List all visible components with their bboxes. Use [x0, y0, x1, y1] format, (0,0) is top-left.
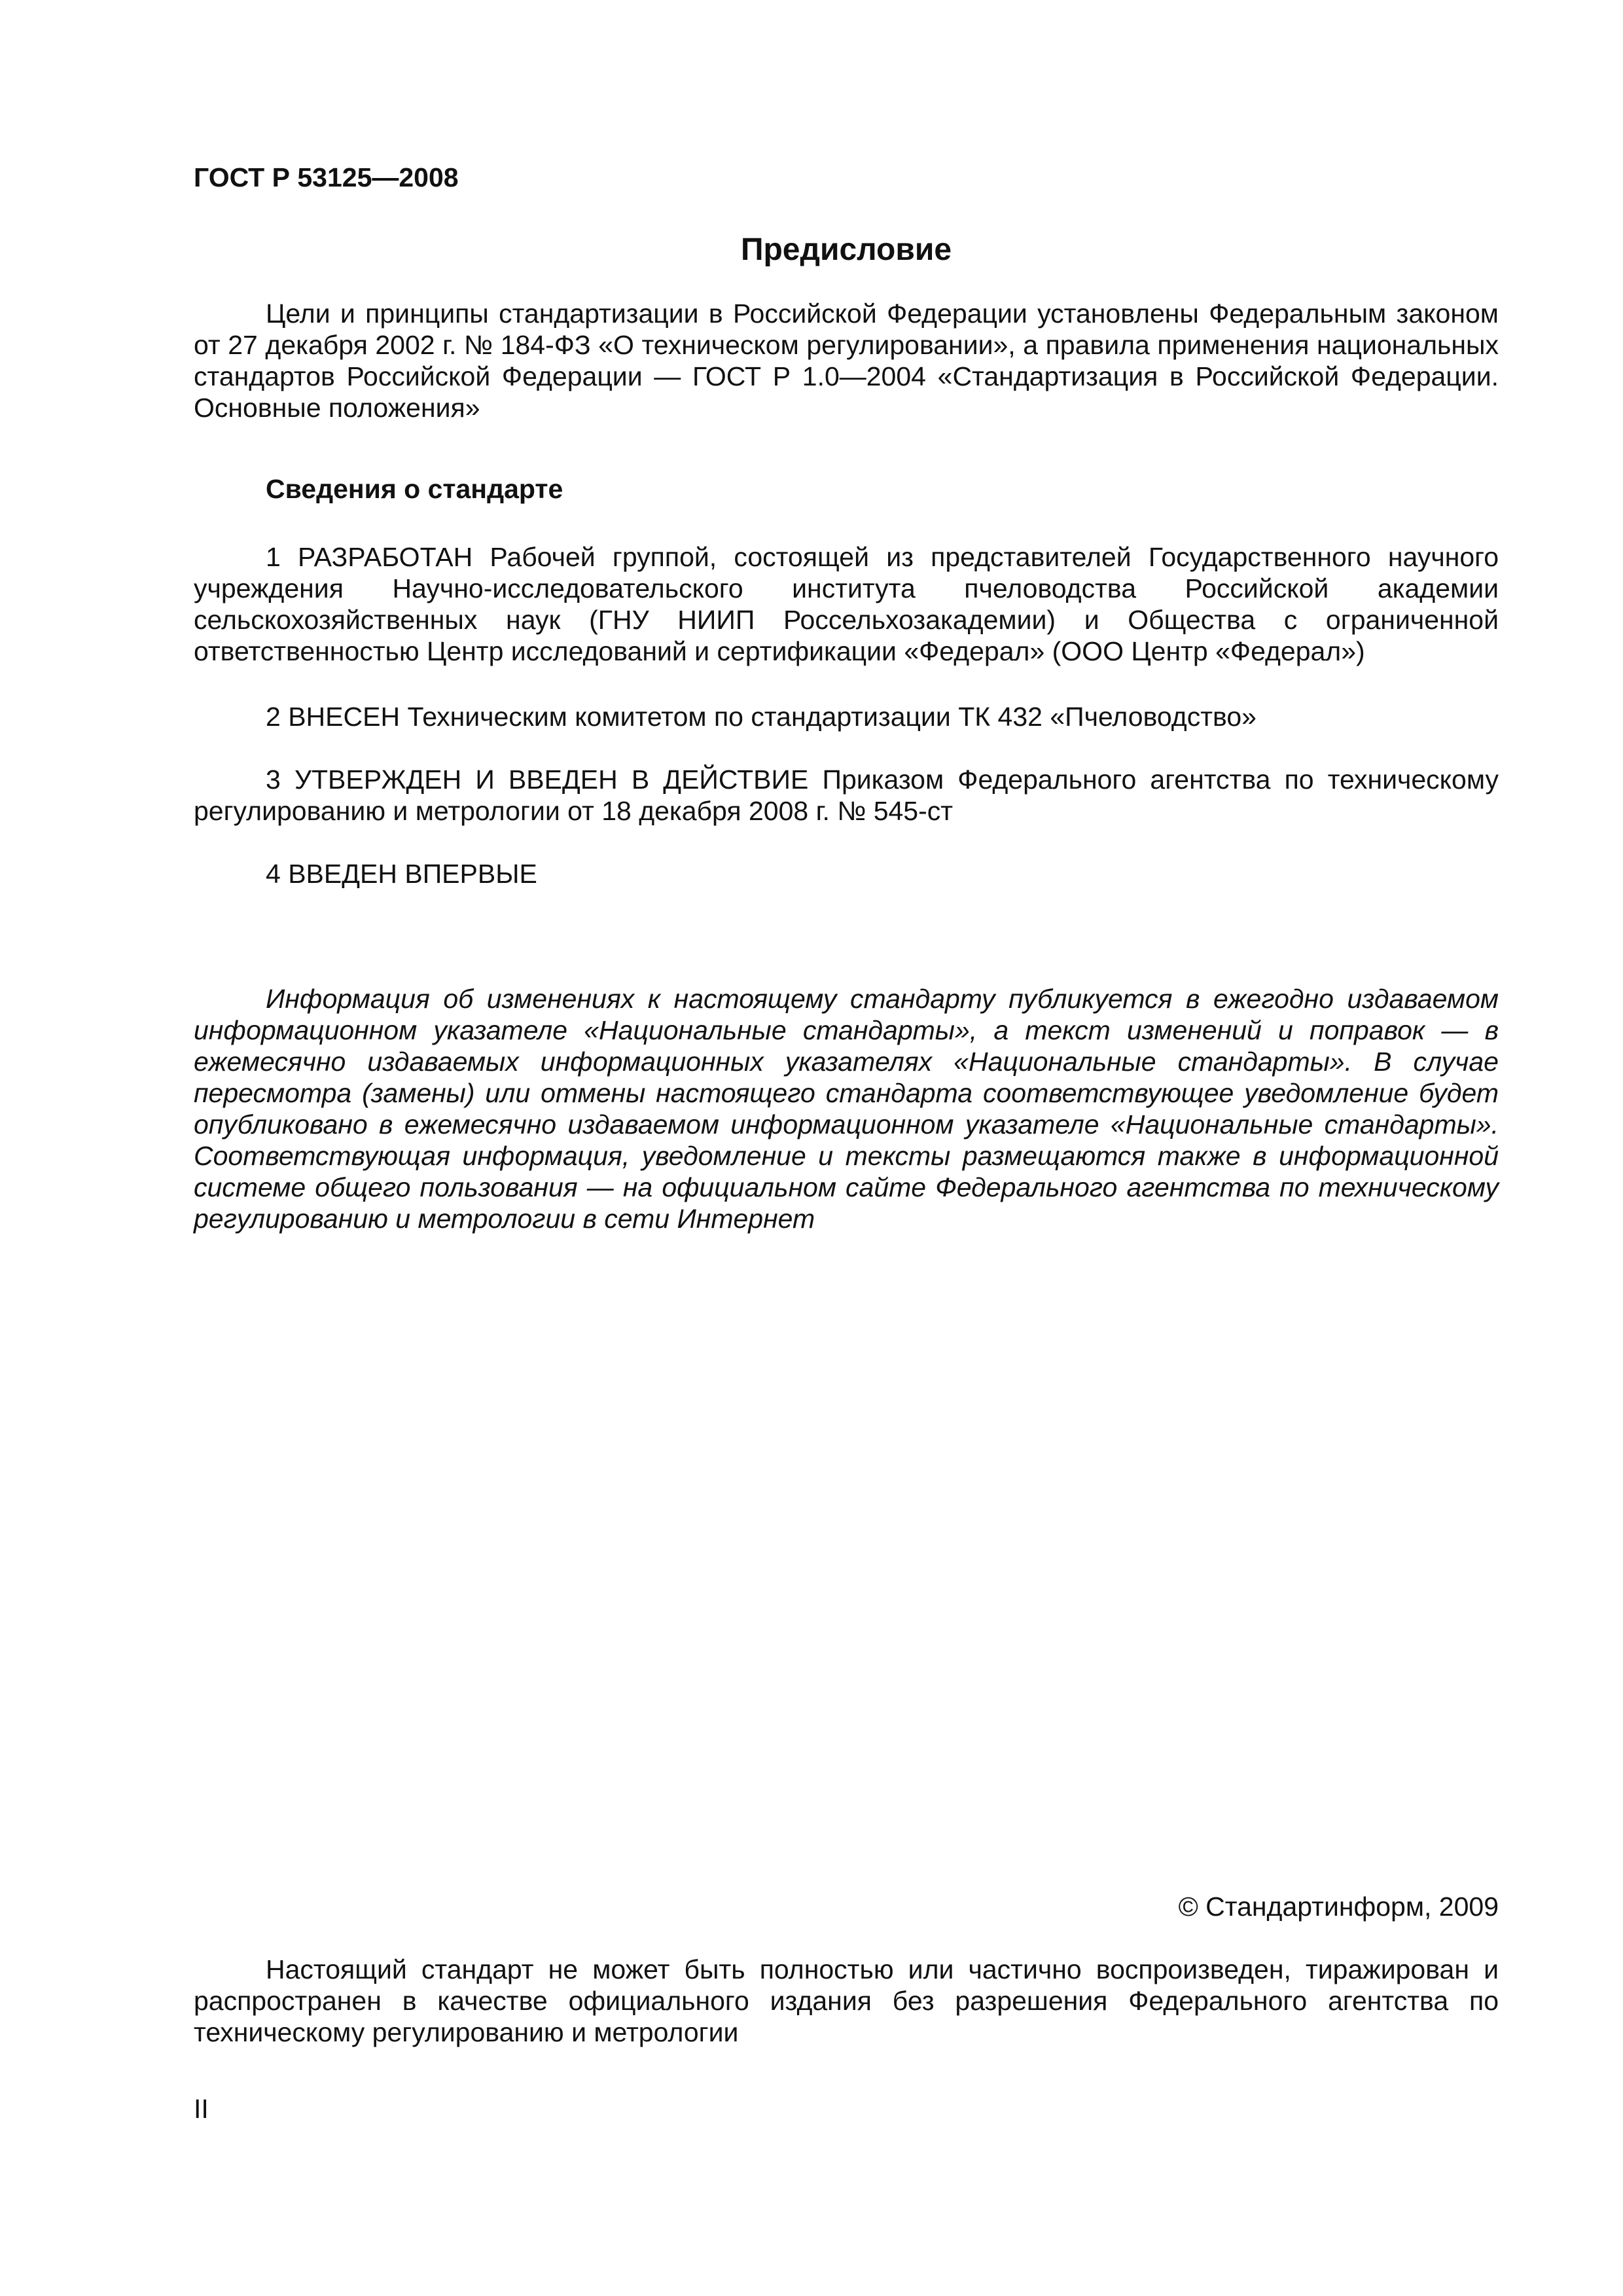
document-id: ГОСТ Р 53125—2008	[194, 162, 459, 192]
reproduction-restriction: Настоящий стандарт не может быть полностью или частично воспроизведен, тиражирован и распространен в качестве официального издания без разрешения Федерального агентства по техническому регулированию и метрологии	[194, 1954, 1499, 2047]
standard-info-item-1: 1 РАЗРАБОТАН Рабочей группой, состоящей из представителей Государственного научного учреждения Научно-исследовательского института пчеловодства Российской академии сельскохозяйственных наук (ГНУ НИИП Россельхозакадемии) и Общества с ограниченной ответственностью Центр исследований и сертификации «Федерал» (ООО Центр «Федерал»)	[194, 542, 1499, 666]
preface-intro: Цели и принципы стандартизации в Российской Федерации установлены Федеральным законом от 27 декабря 2002 г. № 184-ФЗ «О техническом регулировании», а правила применения национальных стандартов Российской Федерации — ГОСТ Р 1.0—2004 «Стандартизация в Российской Федерации. Основные положения»	[194, 298, 1499, 423]
standard-info-heading: Сведения о стандарте	[266, 474, 563, 504]
copyright-line: © Стандартинформ, 2009	[1178, 1892, 1499, 1922]
changes-notice: Информация об изменениях к настоящему стандарту публикуется в ежегодно издаваемом информационном указателе «Национальные стандарты», а текст изменений и поправок — в ежемесячно издаваемых информационных указателях «Национальные стандарты». В случае пересмотра (замены) или отмены настоящего стандарта соответствующее уведомление будет опубликовано в ежемесячно издаваемом информационном указателе «Национальные стандарты». Соответствующая информация, уведомление и тексты размещаются также в информационной системе общего пользования — на официальном сайте Федерального агентства по техническому регулированию и метрологии в сети Интернет	[194, 984, 1499, 1234]
page-number: II	[194, 2094, 209, 2124]
standard-info-item-3: 3 УТВЕРЖДЕН И ВВЕДЕН В ДЕЙСТВИЕ Приказом Федерального агентства по техническому регулированию и метрологии от 18 декабря 2008 г. № 545-ст	[194, 764, 1499, 826]
preface-title: Предисловие	[740, 232, 952, 267]
standard-info-item-4: 4 ВВЕДЕН ВПЕРВЫЕ	[266, 859, 537, 889]
standard-info-item-2: 2 ВНЕСЕН Техническим комитетом по стандартизации ТК 432 «Пчеловодство»	[266, 702, 1257, 732]
